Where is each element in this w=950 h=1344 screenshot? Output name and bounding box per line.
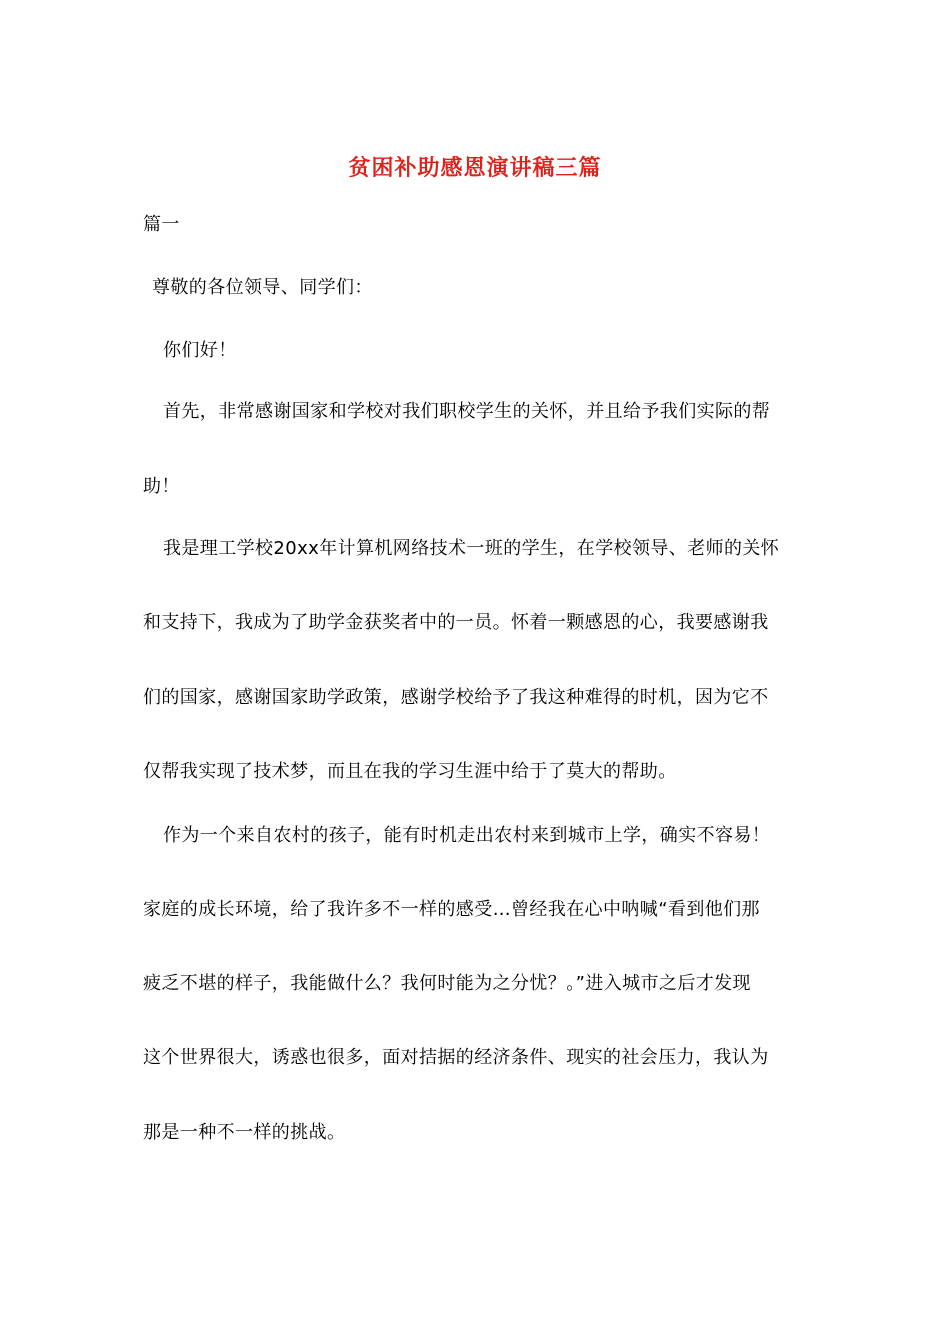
- paragraph-line: 我是理工学校20xx年计算机网络技术一班的学生，在学校领导、老师的关怀: [163, 538, 780, 559]
- paragraph-line: 助！: [143, 476, 180, 497]
- paragraph-line: 和支持下，我成为了助学金获奖者中的一员。怀着一颗感恩的心，我要感谢我: [143, 612, 769, 633]
- paragraph-line: 疲乏不堪的样子，我能做什么？我何时能为之分忧？。”进入城市之后才发现: [143, 973, 751, 994]
- document-title: 贫困补助感恩演讲稿三篇: [348, 155, 602, 181]
- paragraph-line: 作为一个来自农村的孩子，能有时机走出农村来到城市上学，确实不容易！: [163, 825, 771, 846]
- paragraph-line: 那是一种不一样的挑战。: [143, 1122, 346, 1143]
- paragraph-line: 们的国家，感谢国家助学政策，感谢学校给予了我这种难得的时机，因为它不: [143, 687, 769, 708]
- section-heading: 篇一: [143, 214, 180, 235]
- paragraph-line: 首先，非常感谢国家和学校对我们职校学生的关怀，并且给予我们实际的帮: [163, 401, 771, 422]
- paragraph-line: 家庭的成长环境，给了我许多不一样的感受…曾经我在心中呐喊“看到他们那: [143, 899, 760, 920]
- paragraph-line: 仅帮我实现了技术梦，而且在我的学习生涯中给于了莫大的帮助。: [143, 761, 677, 782]
- greeting: 你们好！: [163, 340, 237, 361]
- salutation: 尊敬的各位领导、同学们：: [152, 277, 373, 298]
- paragraph-line: 这个世界很大，诱惑也很多，面对拮据的经济条件、现实的社会压力，我认为: [143, 1047, 769, 1068]
